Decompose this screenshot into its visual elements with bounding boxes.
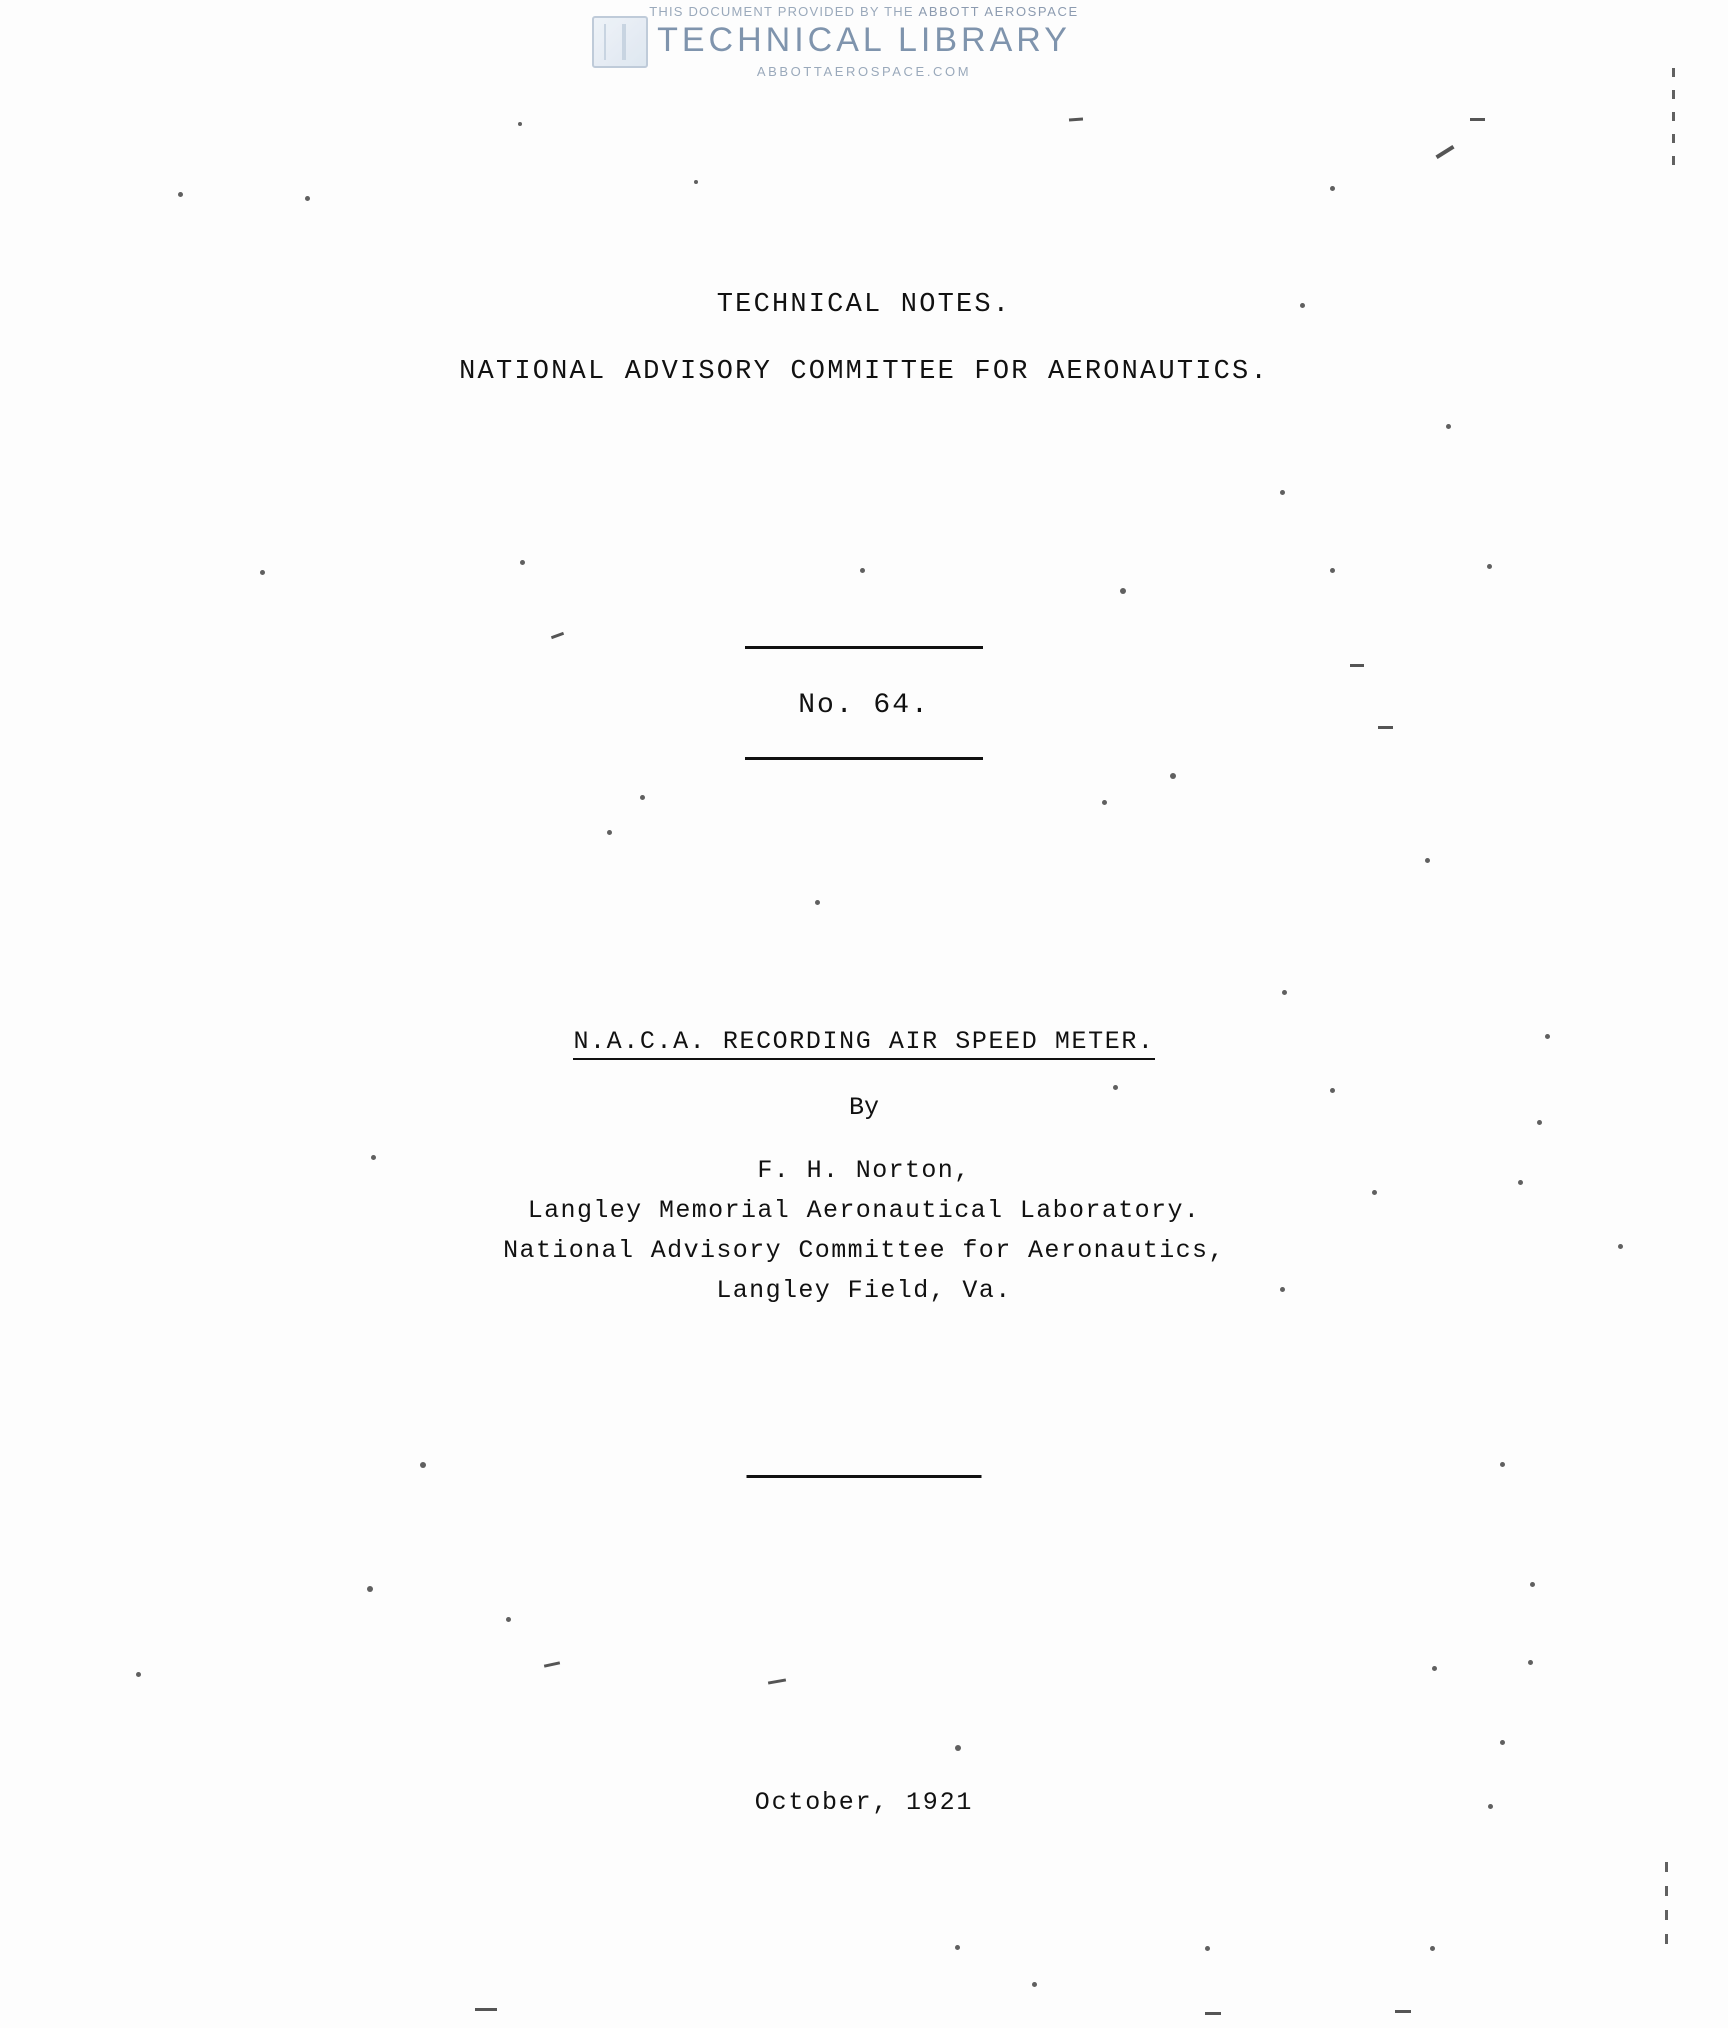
scan-speck <box>1032 1982 1037 1987</box>
scan-dash <box>1470 118 1485 121</box>
publication-date: October, 1921 <box>754 1788 974 1817</box>
scan-speck <box>1530 1582 1535 1587</box>
scan-speck <box>1518 1180 1523 1185</box>
scan-speck <box>1618 1244 1623 1249</box>
watermark-provided-by <box>0 4 1728 19</box>
scan-speck <box>1300 303 1305 308</box>
scan-speck <box>1528 1660 1533 1665</box>
scan-speck <box>955 1945 960 1950</box>
scan-dash <box>1205 2012 1221 2015</box>
scan-speck <box>178 192 183 197</box>
watermark-provider-name: ABBOTT AEROSPACE <box>918 4 1079 19</box>
affiliation-line-1: Langley Memorial Aeronautical Laboratory. <box>527 1196 1201 1225</box>
scan-speck <box>640 795 645 800</box>
scan-speck <box>136 1672 141 1677</box>
scan-speck <box>1545 1034 1550 1039</box>
scan-speck <box>1500 1740 1505 1745</box>
scan-dash <box>768 1678 786 1684</box>
scan-speck <box>1170 773 1176 779</box>
scan-speck <box>1500 1462 1505 1467</box>
rule-below-number <box>745 757 983 760</box>
scan-speck <box>860 568 865 573</box>
scan-speck <box>1487 564 1492 569</box>
scan-speck <box>1432 1666 1437 1671</box>
scan-speck <box>1102 800 1107 805</box>
scan-speck <box>607 830 612 835</box>
scan-edge-marks-bottom <box>1665 1862 1668 1948</box>
scan-speck <box>1330 1088 1335 1093</box>
scan-dash <box>551 632 564 639</box>
rule-divider <box>747 1475 982 1478</box>
scan-speck <box>518 122 522 126</box>
scan-dash <box>475 2008 497 2011</box>
header-line-2: NATIONAL ADVISORY COMMITTEE FOR AERONAUTICS. <box>459 357 1269 387</box>
scan-dash <box>544 1661 560 1667</box>
scan-speck <box>1488 1804 1493 1809</box>
scan-speck <box>1113 1085 1118 1090</box>
affiliation-line-3: Langley Field, Va. <box>716 1276 1012 1305</box>
report-number: No. 64. <box>798 690 930 721</box>
scan-speck <box>1446 424 1451 429</box>
watermark-title: TECHNICAL LIBRARY <box>657 21 1071 59</box>
scan-speck <box>1425 858 1430 863</box>
scan-dash <box>1435 145 1454 159</box>
scan-speck <box>815 900 820 905</box>
by-label: By <box>848 1093 879 1122</box>
scan-speck <box>1205 1946 1210 1951</box>
scan-speck <box>1280 490 1285 495</box>
watermark-site: ABBOTTAEROSPACE.COM <box>756 64 972 79</box>
paper-title <box>0 1027 1728 1056</box>
watermark-provided-by-text: THIS DOCUMENT PROVIDED BY THE <box>649 4 914 19</box>
scan-speck <box>1537 1120 1542 1125</box>
paper-title-text: N.A.C.A. RECORDING AIR SPEED METER. <box>573 1027 1154 1060</box>
rule-above-number <box>745 646 983 649</box>
watermark-banner <box>0 0 1728 90</box>
affiliation-line-2: National Advisory Committee for Aeronautics, <box>503 1236 1225 1265</box>
scan-speck <box>371 1155 376 1160</box>
scan-speck <box>520 560 525 565</box>
scan-speck <box>1330 568 1335 573</box>
scan-speck <box>506 1617 511 1622</box>
scan-dash <box>1378 726 1393 729</box>
scan-speck <box>367 1586 373 1592</box>
scan-speck <box>1372 1190 1377 1195</box>
scan-dash <box>1395 2010 1411 2013</box>
scan-speck <box>305 196 310 201</box>
header-line-1: TECHNICAL NOTES. <box>716 290 1012 320</box>
scan-speck <box>420 1462 426 1468</box>
scan-dash <box>1069 118 1083 122</box>
scan-speck <box>1120 588 1126 594</box>
scan-dash <box>1350 664 1364 667</box>
scan-speck <box>1430 1946 1435 1951</box>
abbott-aerospace-logo-icon <box>592 16 648 68</box>
scan-edge-marks-top <box>1672 68 1675 178</box>
scan-speck <box>1280 1287 1285 1292</box>
scan-speck <box>260 570 265 575</box>
scan-speck <box>1282 990 1287 995</box>
scan-speck <box>694 180 698 184</box>
scan-speck <box>1330 186 1335 191</box>
scan-speck <box>955 1745 961 1751</box>
author-name: F. H. Norton, <box>757 1156 971 1185</box>
